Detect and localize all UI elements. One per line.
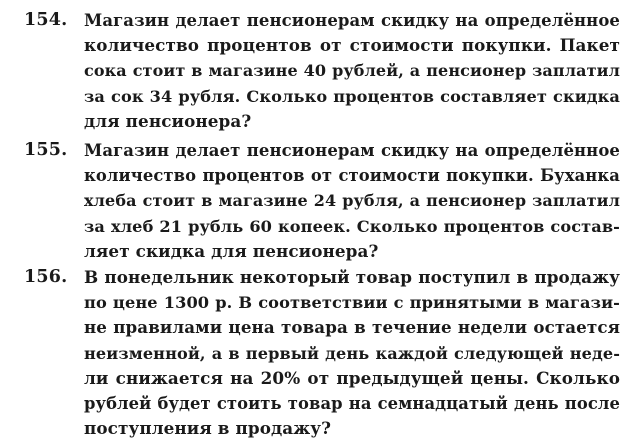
text-line: количество процентов от стоимости покупки. Буханка [84, 166, 620, 186]
text-line: для пенсионера? [84, 110, 252, 131]
text-line: сока стоит в магазине 40 рублей, а пенсионер заплатил [84, 61, 620, 81]
text-line: В понедельник некоторый товар поступил в продажу [84, 267, 620, 287]
text-line: не правилами цена товара в течение недели остается [84, 317, 620, 338]
text-line: хлеба стоит в магазине 24 рубля, а пенсионер заплатил [84, 191, 620, 211]
text-line: рублей будет стоить товар на семнадцатый день после [84, 394, 620, 414]
problem-number: 155. [24, 140, 68, 160]
text-line: ляет скидка для пенсионера? [84, 240, 379, 261]
problem-number: 156. [24, 267, 68, 287]
text-line: ли снижается на 20% от предыдущей цены. Сколько [84, 367, 620, 388]
problem-text [84, 138, 620, 264]
text-line: Магазин делает пенсионерам скидку на определённое [84, 11, 620, 30]
problem-number: 154. [24, 10, 68, 30]
problem-text [84, 265, 620, 441]
text-line: по цене 1300 р. В соответствии с принятыми в магази- [84, 293, 620, 313]
text-line: за сок 34 рубля. Сколько процентов составляет скидка [84, 86, 620, 106]
problem-text [84, 8, 620, 134]
text-line: за хлеб 21 рубль 60 копеек. Сколько процентов состав- [84, 216, 620, 236]
text-line: поступления в продажу? [84, 418, 332, 439]
text-line: неизменной, а в первый день каждой следующей неде- [84, 343, 620, 363]
text-line: Магазин делает пенсионерам скидку на определённое [84, 141, 620, 160]
text-line: количество процентов от стоимости покупки. Пакет [84, 35, 620, 56]
